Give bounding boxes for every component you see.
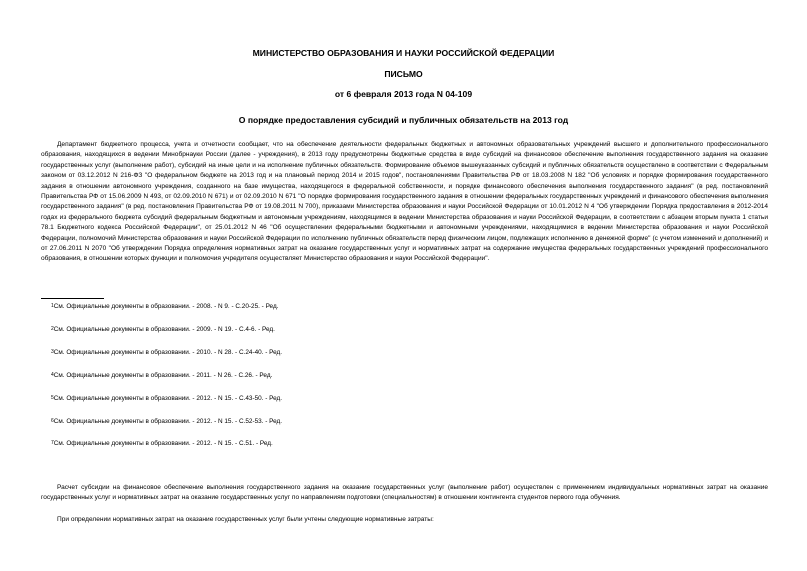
ministry-heading: МИНИСТЕРСТВО ОБРАЗОВАНИЯ И НАУКИ РОССИЙСКОЙ ФЕДЕРАЦИИ [252, 48, 555, 58]
footnote [51, 325, 275, 334]
document-type: ПИСЬМО [384, 69, 423, 79]
footnote [51, 439, 273, 448]
footnote-mark: 3 [51, 349, 54, 355]
document-subject: О порядке предоставления субсидий и публичных обязательств на 2013 год [238, 115, 569, 125]
footnote-text: См. Официальные документы в образовании. - 2012. - N 15. - С.43-50. - Ред. [53, 395, 283, 402]
footnote [51, 394, 282, 403]
footnote [51, 417, 282, 426]
footnote-text: См. Официальные документы в образовании. - 2010. - N 28. - С.24-40. - Ред. [53, 349, 283, 356]
footnote-text: См. Официальные документы в образовании. - 2012. - N 15. - С.52-53. - Ред. [53, 418, 283, 425]
footnote-mark: 1 [51, 303, 54, 309]
footnote-text: См. Официальные документы в образовании. - 2009. - N 19. - С.4-6. - Ред. [53, 326, 275, 333]
body-paragraph-2: Расчет субсидии на финансовое обеспечение выполнения государственного задания на оказание государственных услуг (выполнение работ) осуществлен с применением индивидуальных нормативных затрат на оказание государственных услуг и нормативных затрат на оказание государственных услуг по направлениям подготовки (специальностям) в отношении контингента студентов первого года обучения. [41, 484, 768, 502]
footnote-mark: 7 [51, 440, 54, 446]
footnote-mark: 2 [51, 326, 54, 332]
document-date-number: от 6 февраля 2013 года N 04-109 [334, 89, 473, 99]
footnote-text: См. Официальные документы в образовании. - 2008. - N 9. - С.20-25. - Ред. [53, 303, 279, 310]
footnote-mark: 4 [51, 372, 54, 378]
footnote-text: См. Официальные документы в образовании. - 2011. - N 26. - С.26. - Ред. [53, 372, 273, 379]
body-paragraph-3: При определении нормативных затрат на оказание государственных услуг были учтены следующие нормативные затраты: [57, 516, 434, 523]
body-paragraph-1: Департамент бюджетного процесса, учета и отчетности сообщает, что на обеспечение деятельности федеральных бюджетных и автономных образовательных учреждений высшего и дополнительного профессионального образования, находящихся в ведении Минобрнауки России (далее - учреждения), в 2013 году предусмотрены бюджетные средства в виде субсидий на финансовое обеспечение выполнения государственного задания на оказание государственных услуг (выполнение работ), субсидий на иные цели и на исполнение публичных обязательств. Формирование объемов вышеуказанных субсидий и публичных обязательств осуществлено в соответствии с Федеральным законом от 03.12.2012 N 216-ФЗ "О федеральном бюджете на 2013 год и на плановый период 2014 и 2015 годов", постановлениями Правительства РФ от 18.03.2008 N 182 "Об условиях и порядке формирования государственного задания в отношении автономного учреждения, созданного на базе имущества, находящегося в федеральной собственности, и порядке финансового обеспечения выполнения государственного задания" (в ред. постановлений Правительства РФ от 15.06.2009 N 493, от 02.09.2010 N 671) и от 02.09.2010 N 671 "О порядке формирования государственного задания в отношении федеральных государственных учреждений и финансового обеспечения выполнения государственного задания" (в ред. постановления Правительства РФ от 19.08.2011 N 700), приказами Министерства образования и науки Российской Федерации от 10.01.2012 N 4 "Об утверждении Порядка предоставления в 2012-2014 годах из федерального бюджета субсидий федеральным бюджетным и автономным учреждениям, находящимся в ведении Министерства образования и науки Российской Федерации, в соответствии с абзацем вторым пункта 1 статьи 78.1 Бюджетного кодекса Российской Федерации", от 25.01.2012 N 46 "Об осуществлении федеральными бюджетными и автономными учреждениями, находящимися в ведении Министерства образования и науки Российской Федерации, полномочий Министерства образования и науки Российской Федерации по исполнению публичных обязательств перед физическим лицом, подлежащих исполнению в денежной форме" (с учетом изменений и дополнений) и от 27.06.2011 N 2070 "Об утверждении Порядка определения нормативных затрат на оказание государственных услуг и нормативных затрат на содержание имущества федеральных государственных учреждений профессионального образования, в отношении которых функции и полномочия учредителя осуществляет Министерство образования и науки Российской Федерации". [41, 141, 768, 263]
footnote-mark: 6 [51, 418, 54, 424]
footnote [51, 348, 282, 357]
footnote [51, 302, 278, 311]
footnote-text: См. Официальные документы в образовании. - 2012. - N 15. - С.51. - Ред. [53, 440, 273, 447]
footnote-separator [41, 298, 104, 299]
footnote [51, 371, 272, 380]
footnote-mark: 5 [51, 395, 54, 401]
